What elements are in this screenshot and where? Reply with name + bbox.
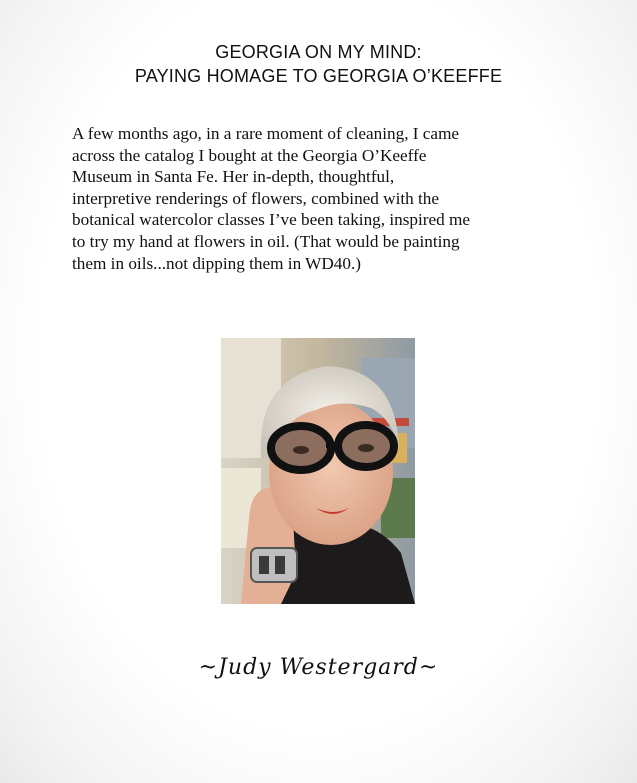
paragraph-line: them in oils...not dipping them in WD40.) — [72, 253, 361, 273]
author-portrait-photo — [221, 338, 415, 604]
paragraph-line: to try my hand at flowers in oil. (That would be painting — [72, 231, 460, 251]
author-signature: ~Judy Westergard~ — [198, 655, 439, 680]
paragraph-line: across the catalog I bought at the Georgia O’Keeffe — [72, 145, 427, 165]
paragraph-line: interpretive renderings of flowers, combined with the — [72, 188, 440, 208]
intro-paragraph — [72, 123, 572, 274]
paragraph-line: Museum in Santa Fe. Her in-depth, thoughtful, — [72, 167, 395, 187]
title-line-2: PAYING HOMAGE TO GEORGIA O’KEEFFE — [134, 66, 503, 86]
title-line-1: GEORGIA ON MY MIND: — [215, 42, 422, 62]
paragraph-line: A few months ago, in a rare moment of cleaning, I came — [72, 124, 460, 143]
paragraph-line: botanical watercolor classes I’ve been taking, inspired me — [72, 210, 471, 230]
page-title — [0, 40, 637, 88]
